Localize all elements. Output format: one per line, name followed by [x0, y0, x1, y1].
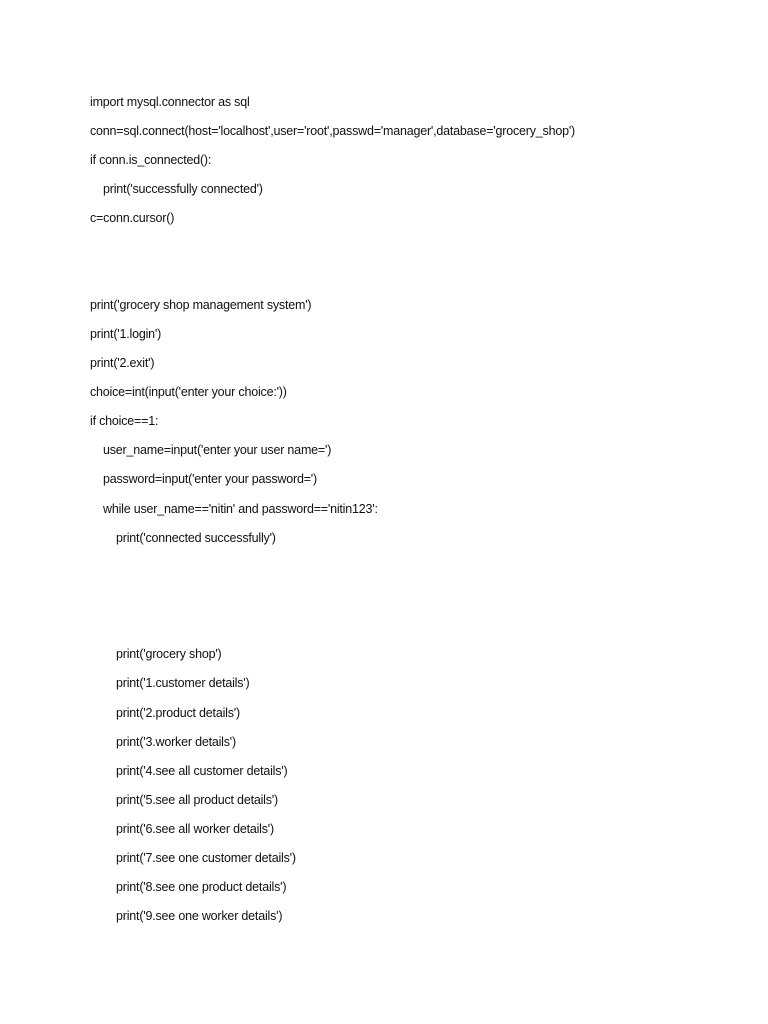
code-line-choice-input: choice=int(input('enter your choice:')): [90, 385, 287, 399]
code-line-if-choice: if choice==1:: [90, 414, 159, 428]
code-line-connect: conn=sql.connect(host='localhost',user='root',passwd='manager',database='grocery_shop'): [90, 124, 575, 138]
code-line-import: import mysql.connector as sql: [90, 95, 250, 109]
code-line-print-menu-1: print('1.customer details'): [116, 676, 250, 690]
code-line-print-grocery-shop: print('grocery shop'): [116, 647, 222, 661]
code-line-print-menu-2: print('2.product details'): [116, 706, 240, 720]
code-line-print-menu-8: print('8.see one product details'): [116, 880, 287, 894]
code-line-while-login: while user_name=='nitin' and password=='nitin123':: [103, 502, 378, 516]
code-line-print-login: print('1.login'): [90, 327, 162, 341]
code-line-print-connected: print('successfully connected'): [103, 182, 263, 196]
code-line-print-menu-7: print('7.see one customer details'): [116, 851, 296, 865]
code-line-print-menu-6: print('6.see all worker details'): [116, 822, 274, 836]
code-line-print-success: print('connected successfully'): [116, 531, 276, 545]
code-line-print-menu-4: print('4.see all customer details'): [116, 764, 288, 778]
code-line-print-menu-5: print('5.see all product details'): [116, 793, 278, 807]
code-line-username-input: user_name=input('enter your user name='): [103, 443, 332, 457]
code-line-cursor: c=conn.cursor(): [90, 211, 175, 225]
code-line-print-exit: print('2.exit'): [90, 356, 155, 370]
code-line-print-menu-9: print('9.see one worker details'): [116, 909, 283, 923]
code-line-password-input: password=input('enter your password='): [103, 472, 317, 486]
code-line-print-menu-3: print('3.worker details'): [116, 735, 236, 749]
code-line-if-connected: if conn.is_connected():: [90, 153, 212, 167]
code-line-print-title: print('grocery shop management system'): [90, 298, 312, 312]
